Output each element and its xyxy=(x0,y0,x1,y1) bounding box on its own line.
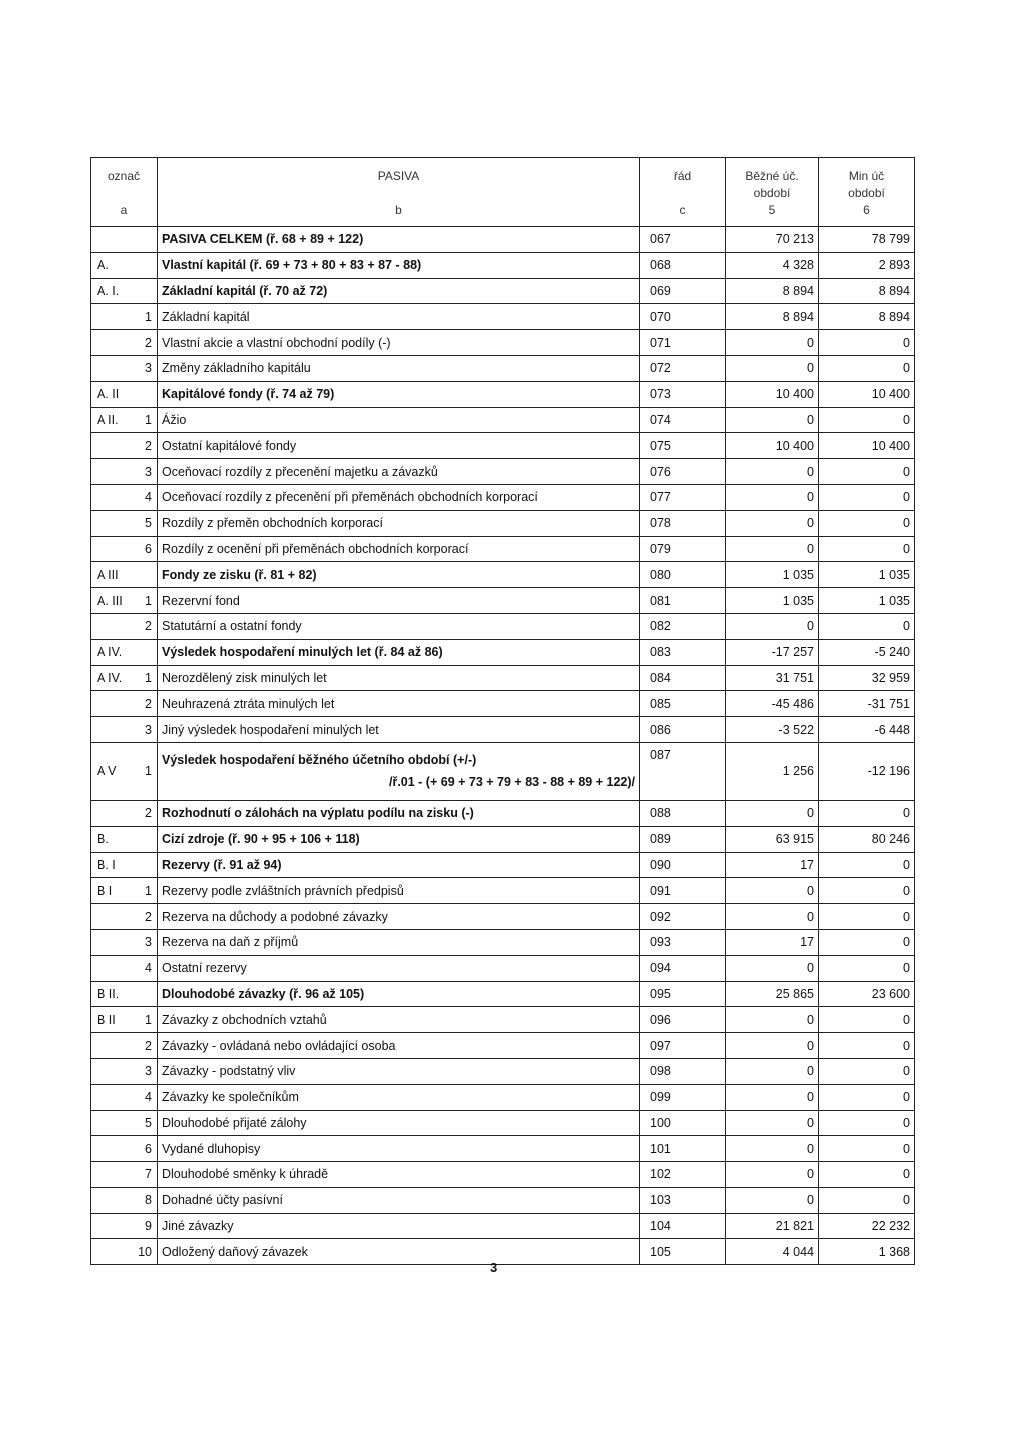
row-code: 093 xyxy=(640,929,726,955)
row-marker xyxy=(91,852,158,878)
row-marker xyxy=(91,717,158,743)
row-section-letter: A IV. xyxy=(97,670,123,685)
row-current-period: 0 xyxy=(726,878,819,904)
row-item-number: 2 xyxy=(145,335,152,350)
row-code: 100 xyxy=(640,1110,726,1136)
row-section-letter: B II xyxy=(97,1012,116,1027)
row-item-number: 1 xyxy=(145,309,152,324)
row-code: 082 xyxy=(640,613,726,639)
row-marker xyxy=(91,1162,158,1188)
row-current-period: -45 486 xyxy=(726,691,819,717)
row-previous-period: 0 xyxy=(819,1033,915,1059)
row-label: Ážio xyxy=(158,407,640,433)
row-code: 086 xyxy=(640,717,726,743)
row-item-number: 10 xyxy=(138,1244,152,1259)
row-label: Rozhodnutí o zálohách na výplatu podílu na zisku (-) xyxy=(158,800,640,826)
row-marker xyxy=(91,381,158,407)
table-row xyxy=(91,355,915,381)
row-label: Základní kapitál (ř. 70 až 72) xyxy=(158,278,640,304)
row-code: 088 xyxy=(640,800,726,826)
row-item-number: 1 xyxy=(145,764,152,779)
row-marker xyxy=(91,355,158,381)
row-marker xyxy=(91,981,158,1007)
row-label: Neuhrazená ztráta minulých let xyxy=(158,691,640,717)
row-code: 098 xyxy=(640,1058,726,1084)
row-item-number: 1 xyxy=(145,593,152,608)
row-current-period: 0 xyxy=(726,459,819,485)
row-label: Oceňovací rozdíly z přecenění majetku a závazků xyxy=(158,459,640,485)
row-section-letter: A. xyxy=(97,258,109,273)
row-previous-period: 0 xyxy=(819,613,915,639)
row-code: 083 xyxy=(640,639,726,665)
row-marker xyxy=(91,665,158,691)
row-current-period: 1 256 xyxy=(726,742,819,800)
row-item-number: 6 xyxy=(145,1141,152,1156)
row-code: 085 xyxy=(640,691,726,717)
row-code: 105 xyxy=(640,1239,726,1265)
row-marker xyxy=(91,1110,158,1136)
row-marker xyxy=(91,639,158,665)
row-item-number: 2 xyxy=(145,806,152,821)
table-row xyxy=(91,904,915,930)
row-section-letter: B. xyxy=(97,832,109,847)
row-marker xyxy=(91,613,158,639)
row-item-number: 1 xyxy=(145,883,152,898)
row-code: 069 xyxy=(640,278,726,304)
row-previous-period: 1 035 xyxy=(819,588,915,614)
liabilities-table xyxy=(90,157,915,1265)
row-label: Závazky - podstatný vliv xyxy=(158,1058,640,1084)
row-code: 077 xyxy=(640,484,726,510)
row-section-letter: A V xyxy=(97,764,117,779)
table-row xyxy=(91,304,915,330)
row-item-number: 7 xyxy=(145,1167,152,1182)
row-item-number: 4 xyxy=(145,1090,152,1105)
row-label: Jiné závazky xyxy=(158,1213,640,1239)
row-marker xyxy=(91,929,158,955)
row-previous-period: 80 246 xyxy=(819,826,915,852)
row-item-number: 3 xyxy=(145,1064,152,1079)
table-row xyxy=(91,536,915,562)
row-code: 084 xyxy=(640,665,726,691)
row-item-number: 8 xyxy=(145,1193,152,1208)
row-current-period: 0 xyxy=(726,330,819,356)
row-current-period: -3 522 xyxy=(726,717,819,743)
table-row xyxy=(91,1162,915,1188)
row-marker xyxy=(91,904,158,930)
row-current-period: 0 xyxy=(726,1187,819,1213)
table-row xyxy=(91,981,915,1007)
row-previous-period: 0 xyxy=(819,852,915,878)
row-item-number: 5 xyxy=(145,516,152,531)
table-row xyxy=(91,407,915,433)
row-section-letter: A III xyxy=(97,567,119,582)
table-row xyxy=(91,742,915,800)
row-current-period: 0 xyxy=(726,1162,819,1188)
row-label-main: Výsledek hospodaření běžného účetního období (+/-) xyxy=(162,753,477,768)
row-section-letter: A IV. xyxy=(97,645,123,660)
row-previous-period: 22 232 xyxy=(819,1213,915,1239)
row-code: 080 xyxy=(640,562,726,588)
row-code: 103 xyxy=(640,1187,726,1213)
row-item-number: 6 xyxy=(145,541,152,556)
row-marker xyxy=(91,252,158,278)
row-current-period: 0 xyxy=(726,355,819,381)
row-current-period: 8 894 xyxy=(726,304,819,330)
row-item-number: 2 xyxy=(145,1038,152,1053)
row-label: Rezerva na daň z příjmů xyxy=(158,929,640,955)
row-section-letter: A II. xyxy=(97,412,119,427)
row-label: Dlouhodobé přijaté zálohy xyxy=(158,1110,640,1136)
row-previous-period: 0 xyxy=(819,1110,915,1136)
row-code: 095 xyxy=(640,981,726,1007)
table-row xyxy=(91,562,915,588)
row-current-period: 0 xyxy=(726,1084,819,1110)
row-previous-period: 0 xyxy=(819,1058,915,1084)
table-row xyxy=(91,278,915,304)
row-label: Dlouhodobé směnky k úhradě xyxy=(158,1162,640,1188)
row-code: 074 xyxy=(640,407,726,433)
row-marker xyxy=(91,1058,158,1084)
row-previous-period: 0 xyxy=(819,1136,915,1162)
row-label: Základní kapitál xyxy=(158,304,640,330)
table-row xyxy=(91,1084,915,1110)
row-item-number: 2 xyxy=(145,619,152,634)
row-code: 078 xyxy=(640,510,726,536)
row-label: Rezervy (ř. 91 až 94) xyxy=(158,852,640,878)
row-section-letter: B I xyxy=(97,883,113,898)
row-label: Statutární a ostatní fondy xyxy=(158,613,640,639)
row-marker xyxy=(91,691,158,717)
row-current-period: 0 xyxy=(726,510,819,536)
row-current-period: 0 xyxy=(726,904,819,930)
table-row xyxy=(91,613,915,639)
row-marker xyxy=(91,1213,158,1239)
table-row xyxy=(91,691,915,717)
row-current-period: 0 xyxy=(726,955,819,981)
row-current-period: 0 xyxy=(726,407,819,433)
row-marker xyxy=(91,588,158,614)
row-previous-period: 0 xyxy=(819,407,915,433)
row-marker xyxy=(91,1187,158,1213)
row-label: Vydané dluhopisy xyxy=(158,1136,640,1162)
row-previous-period: 8 894 xyxy=(819,278,915,304)
row-marker xyxy=(91,955,158,981)
header-col-current: Běžné úč. období 5 xyxy=(726,158,819,227)
row-current-period: 0 xyxy=(726,1033,819,1059)
row-label-formula: /ř.01 - (+ 69 + 73 + 79 + 83 - 88 + 89 + 122)/ xyxy=(388,775,635,790)
row-previous-period: 8 894 xyxy=(819,304,915,330)
row-previous-period: 0 xyxy=(819,955,915,981)
row-marker xyxy=(91,742,158,800)
balance-sheet-liabilities xyxy=(90,157,914,1265)
row-item-number: 2 xyxy=(145,696,152,711)
row-current-period: 31 751 xyxy=(726,665,819,691)
row-marker xyxy=(91,1007,158,1033)
row-previous-period: 0 xyxy=(819,800,915,826)
row-previous-period: -12 196 xyxy=(819,742,915,800)
row-marker xyxy=(91,826,158,852)
row-code: 099 xyxy=(640,1084,726,1110)
page-number: 3 xyxy=(490,1260,498,1275)
row-current-period: 1 035 xyxy=(726,588,819,614)
row-label: Ostatní kapitálové fondy xyxy=(158,433,640,459)
row-current-period: 1 035 xyxy=(726,562,819,588)
row-current-period: 0 xyxy=(726,1110,819,1136)
row-item-number: 5 xyxy=(145,1115,152,1130)
row-label: Odložený daňový závazek xyxy=(158,1239,640,1265)
row-current-period: 0 xyxy=(726,800,819,826)
row-label: Závazky z obchodních vztahů xyxy=(158,1007,640,1033)
table-row xyxy=(91,1187,915,1213)
row-code: 079 xyxy=(640,536,726,562)
row-code: 072 xyxy=(640,355,726,381)
row-code: 102 xyxy=(640,1162,726,1188)
table-row xyxy=(91,878,915,904)
row-previous-period: 1 368 xyxy=(819,1239,915,1265)
row-section-letter: A. II xyxy=(97,387,120,402)
row-label: Dohadné účty pasívní xyxy=(158,1187,640,1213)
row-previous-period: 32 959 xyxy=(819,665,915,691)
row-item-number: 3 xyxy=(145,464,152,479)
row-item-number: 4 xyxy=(145,961,152,976)
table-row xyxy=(91,800,915,826)
row-previous-period: -31 751 xyxy=(819,691,915,717)
row-previous-period: 0 xyxy=(819,484,915,510)
row-item-number: 1 xyxy=(145,1012,152,1027)
row-previous-period: 0 xyxy=(819,536,915,562)
row-label: Ostatní rezervy xyxy=(158,955,640,981)
row-marker xyxy=(91,878,158,904)
row-marker xyxy=(91,304,158,330)
row-marker xyxy=(91,536,158,562)
row-current-period: 10 400 xyxy=(726,381,819,407)
row-previous-period: 0 xyxy=(819,1084,915,1110)
header-col-a: označ a xyxy=(91,158,158,227)
row-label: Cizí zdroje (ř. 90 + 95 + 106 + 118) xyxy=(158,826,640,852)
row-previous-period: 0 xyxy=(819,330,915,356)
row-label: Kapitálové fondy (ř. 74 až 79) xyxy=(158,381,640,407)
row-current-period: 10 400 xyxy=(726,433,819,459)
table-row xyxy=(91,484,915,510)
row-marker xyxy=(91,562,158,588)
row-label: Oceňovací rozdíly z přecenění při přeměnách obchodních korporací xyxy=(158,484,640,510)
table-row xyxy=(91,1110,915,1136)
row-label: Výsledek hospodaření minulých let (ř. 84 až 86) xyxy=(158,639,640,665)
row-label: Fondy ze zisku (ř. 81 + 82) xyxy=(158,562,640,588)
row-code: 094 xyxy=(640,955,726,981)
row-marker xyxy=(91,800,158,826)
row-marker xyxy=(91,330,158,356)
row-label: Rezerva na důchody a podobné závazky xyxy=(158,904,640,930)
row-code: 092 xyxy=(640,904,726,930)
row-marker xyxy=(91,433,158,459)
table-row xyxy=(91,588,915,614)
row-code: 075 xyxy=(640,433,726,459)
row-marker xyxy=(91,407,158,433)
table-row xyxy=(91,459,915,485)
row-previous-period: 23 600 xyxy=(819,981,915,1007)
row-current-period: 70 213 xyxy=(726,227,819,253)
row-previous-period: -6 448 xyxy=(819,717,915,743)
row-label: Závazky ke společníkům xyxy=(158,1084,640,1110)
table-row xyxy=(91,510,915,536)
row-current-period: 17 xyxy=(726,852,819,878)
row-item-number: 2 xyxy=(145,909,152,924)
table-row xyxy=(91,1007,915,1033)
row-current-period: -17 257 xyxy=(726,639,819,665)
row-label: PASIVA CELKEM (ř. 68 + 89 + 122) xyxy=(158,227,640,253)
table-row xyxy=(91,955,915,981)
row-label: Vlastní akcie a vlastní obchodní podíly (-) xyxy=(158,330,640,356)
row-marker xyxy=(91,510,158,536)
row-label: Rezervy podle zvláštních právních předpisů xyxy=(158,878,640,904)
row-marker xyxy=(91,484,158,510)
row-current-period: 4 044 xyxy=(726,1239,819,1265)
row-item-number: 3 xyxy=(145,935,152,950)
table-row xyxy=(91,1239,915,1265)
row-previous-period: 10 400 xyxy=(819,381,915,407)
row-item-number: 3 xyxy=(145,722,152,737)
row-current-period: 0 xyxy=(726,613,819,639)
row-label: Závazky - ovládaná nebo ovládající osoba xyxy=(158,1033,640,1059)
table-row xyxy=(91,852,915,878)
row-code: 101 xyxy=(640,1136,726,1162)
row-section-letter: B. I xyxy=(97,857,116,872)
row-marker xyxy=(91,1084,158,1110)
row-marker xyxy=(91,459,158,485)
header-col-b: PASIVA b xyxy=(158,158,640,227)
row-label: Rezervní fond xyxy=(158,588,640,614)
row-item-number: 2 xyxy=(145,438,152,453)
row-previous-period: 0 xyxy=(819,1187,915,1213)
table-row xyxy=(91,227,915,253)
table-row xyxy=(91,717,915,743)
row-code: 076 xyxy=(640,459,726,485)
row-current-period: 0 xyxy=(726,1058,819,1084)
row-section-letter: A. III xyxy=(97,593,123,608)
row-previous-period: 0 xyxy=(819,878,915,904)
row-previous-period: 1 035 xyxy=(819,562,915,588)
row-code: 070 xyxy=(640,304,726,330)
table-row xyxy=(91,252,915,278)
row-code: 091 xyxy=(640,878,726,904)
row-item-number: 4 xyxy=(145,490,152,505)
row-code: 097 xyxy=(640,1033,726,1059)
row-previous-period: 0 xyxy=(819,929,915,955)
row-item-number: 1 xyxy=(145,670,152,685)
table-row xyxy=(91,381,915,407)
row-previous-period: 0 xyxy=(819,904,915,930)
row-previous-period: 0 xyxy=(819,1007,915,1033)
row-previous-period: 2 893 xyxy=(819,252,915,278)
table-row xyxy=(91,1033,915,1059)
row-code: 104 xyxy=(640,1213,726,1239)
row-code: 090 xyxy=(640,852,726,878)
header-col-c: řád c xyxy=(640,158,726,227)
table-row xyxy=(91,1213,915,1239)
row-label: Vlastní kapitál (ř. 69 + 73 + 80 + 83 + 87 - 88) xyxy=(158,252,640,278)
row-current-period: 0 xyxy=(726,536,819,562)
row-label: Nerozdělený zisk minulých let xyxy=(158,665,640,691)
row-label: Změny základního kapitálu xyxy=(158,355,640,381)
row-current-period: 4 328 xyxy=(726,252,819,278)
row-marker xyxy=(91,1239,158,1265)
row-label: Jiný výsledek hospodaření minulých let xyxy=(158,717,640,743)
table-row xyxy=(91,665,915,691)
row-current-period: 17 xyxy=(726,929,819,955)
row-item-number: 1 xyxy=(145,412,152,427)
row-previous-period: 0 xyxy=(819,459,915,485)
row-previous-period: -5 240 xyxy=(819,639,915,665)
table-row xyxy=(91,929,915,955)
row-marker xyxy=(91,1136,158,1162)
row-current-period: 0 xyxy=(726,484,819,510)
table-row xyxy=(91,433,915,459)
row-current-period: 8 894 xyxy=(726,278,819,304)
row-label xyxy=(158,742,640,800)
header-col-previous: Min úč období 6 xyxy=(819,158,915,227)
row-section-letter: A. I. xyxy=(97,283,120,298)
row-marker xyxy=(91,1033,158,1059)
row-previous-period: 10 400 xyxy=(819,433,915,459)
table-row xyxy=(91,639,915,665)
row-current-period: 0 xyxy=(726,1136,819,1162)
table-header xyxy=(91,158,915,227)
row-current-period: 25 865 xyxy=(726,981,819,1007)
row-item-number: 3 xyxy=(145,361,152,376)
row-code: 087 xyxy=(640,742,726,800)
row-code: 096 xyxy=(640,1007,726,1033)
row-code: 071 xyxy=(640,330,726,356)
row-code: 068 xyxy=(640,252,726,278)
row-label: Rozdíly z přeměn obchodních korporací xyxy=(158,510,640,536)
row-current-period: 0 xyxy=(726,1007,819,1033)
row-previous-period: 0 xyxy=(819,510,915,536)
row-previous-period: 78 799 xyxy=(819,227,915,253)
row-section-letter: B II. xyxy=(97,986,120,1001)
row-marker xyxy=(91,227,158,253)
table-row xyxy=(91,1058,915,1084)
table-row xyxy=(91,330,915,356)
row-marker xyxy=(91,278,158,304)
row-code: 073 xyxy=(640,381,726,407)
row-label: Dlouhodobé závazky (ř. 96 až 105) xyxy=(158,981,640,1007)
row-previous-period: 0 xyxy=(819,355,915,381)
row-current-period: 21 821 xyxy=(726,1213,819,1239)
row-code: 089 xyxy=(640,826,726,852)
row-code: 081 xyxy=(640,588,726,614)
row-current-period: 63 915 xyxy=(726,826,819,852)
row-previous-period: 0 xyxy=(819,1162,915,1188)
row-item-number: 9 xyxy=(145,1219,152,1234)
table-row xyxy=(91,1136,915,1162)
table-row xyxy=(91,826,915,852)
row-label: Rozdíly z ocenění při přeměnách obchodních korporací xyxy=(158,536,640,562)
row-code: 067 xyxy=(640,227,726,253)
